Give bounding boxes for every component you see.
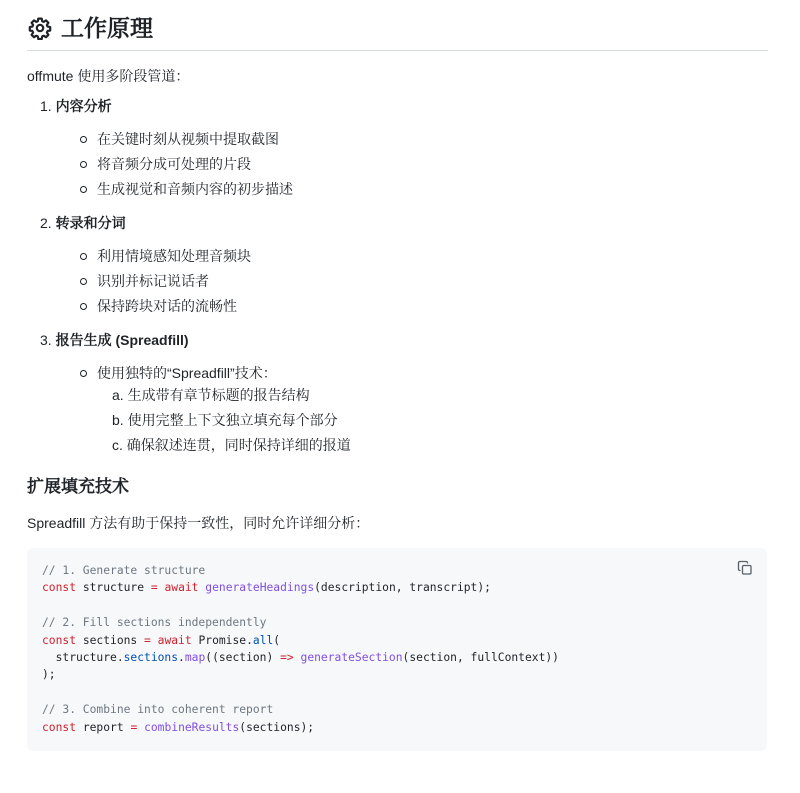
- gear-icon: [28, 16, 52, 40]
- code-line: [42, 579, 752, 596]
- code-token: (sections);: [239, 720, 315, 734]
- code-line: [42, 597, 752, 614]
- code-token: all: [252, 633, 274, 647]
- sub-list-item: [112, 410, 768, 430]
- code-token: [151, 634, 158, 647]
- list-item: [82, 363, 768, 455]
- code-line: [42, 562, 752, 579]
- code-token: (: [273, 633, 281, 647]
- code-token: structure: [76, 581, 151, 595]
- bullet-list: [40, 363, 768, 455]
- code-token: combineResults: [144, 720, 240, 734]
- code-token: // 2. Fill sections independently: [42, 616, 267, 630]
- sub-list: [97, 385, 768, 455]
- bullet-list: [40, 246, 768, 316]
- code-token: // 3. Combine into coherent report: [42, 703, 274, 717]
- step-title: 报告生成 (Spreadfill): [55, 332, 189, 348]
- code-token: ((section): [205, 650, 281, 664]
- step-number: 2.: [40, 215, 52, 231]
- code-line: [42, 632, 752, 649]
- sub-item-text: 生成带有章节标题的报告结构: [127, 387, 310, 403]
- list-item: 利用情境感知处理音频块: [82, 246, 768, 266]
- code-line: [42, 614, 752, 631]
- list-item: 生成视觉和音频内容的初步描述: [82, 179, 768, 199]
- code-token: const: [42, 581, 77, 595]
- step-item: [40, 213, 768, 316]
- code-token: =: [130, 720, 138, 734]
- step-title: 转录和分词: [55, 215, 126, 231]
- list-item: 在关键时刻从视频中提取截图: [82, 129, 768, 149]
- code-token: await: [164, 581, 199, 595]
- code-line: [42, 666, 752, 683]
- code-line: [42, 684, 752, 701]
- code-token: =: [150, 581, 158, 595]
- code-line: [42, 701, 752, 718]
- code-token: =>: [280, 650, 294, 664]
- code-token: report: [76, 720, 131, 734]
- code-line: [42, 649, 752, 666]
- section-heading: [27, 14, 768, 51]
- code-token: generateSection: [300, 650, 403, 664]
- subsection-heading: 扩展填充技术: [27, 477, 129, 496]
- code-token: (description, transcript);: [314, 581, 491, 595]
- code-token: const: [42, 720, 77, 734]
- sub-item-text: 确保叙述连贯，同时保持详细的报道: [126, 437, 351, 453]
- list-item: 将音频分成可处理的片段: [82, 154, 768, 174]
- code-token: [294, 651, 301, 664]
- code-token: .: [178, 650, 185, 664]
- subsection-text: Spreadfill 方法有助于保持一致性，同时允许详细分析：: [27, 515, 370, 531]
- copy-icon[interactable]: [737, 560, 753, 576]
- code-token: (section, fullContext)): [402, 650, 559, 664]
- step-number: 3.: [40, 332, 52, 348]
- sub-item-text: 使用完整上下文独立填充每个部分: [127, 412, 338, 428]
- sub-list-item: [112, 385, 768, 405]
- code-token: =: [144, 633, 151, 647]
- sub-list-item: [112, 435, 768, 455]
- step-item: [40, 330, 768, 455]
- code-token: structure.: [42, 650, 124, 664]
- sub-item-marker: a.: [112, 387, 124, 403]
- step-item: [40, 96, 768, 199]
- list-item-text: 使用独特的“Spreadfill”技术：: [97, 365, 277, 381]
- bullet-list: [40, 129, 768, 199]
- code-block: [27, 548, 767, 751]
- sub-item-marker: b.: [112, 412, 124, 428]
- step-number: 1.: [40, 98, 52, 114]
- steps-list: [27, 96, 768, 455]
- code-line: [42, 719, 752, 736]
- code-lines: [42, 562, 752, 736]
- code-token: // 1. Generate structure: [42, 564, 206, 577]
- heading-title: 工作原理: [61, 15, 153, 41]
- code-token: generateHeadings: [205, 581, 315, 595]
- list-item: 识别并标记说话者: [82, 271, 768, 291]
- step-title: 内容分析: [55, 98, 112, 114]
- code-token: const: [42, 633, 77, 647]
- code-token: sections: [76, 633, 145, 647]
- code-token: Promise.: [191, 633, 253, 647]
- code-token: sections: [123, 650, 179, 664]
- code-token: await: [157, 633, 192, 647]
- code-token: );: [42, 668, 56, 682]
- sub-item-marker: c.: [112, 437, 123, 453]
- intro-text: offmute 使用多阶段管道：: [27, 68, 190, 84]
- code-token: map: [184, 650, 206, 664]
- list-item: 保持跨块对话的流畅性: [82, 296, 768, 316]
